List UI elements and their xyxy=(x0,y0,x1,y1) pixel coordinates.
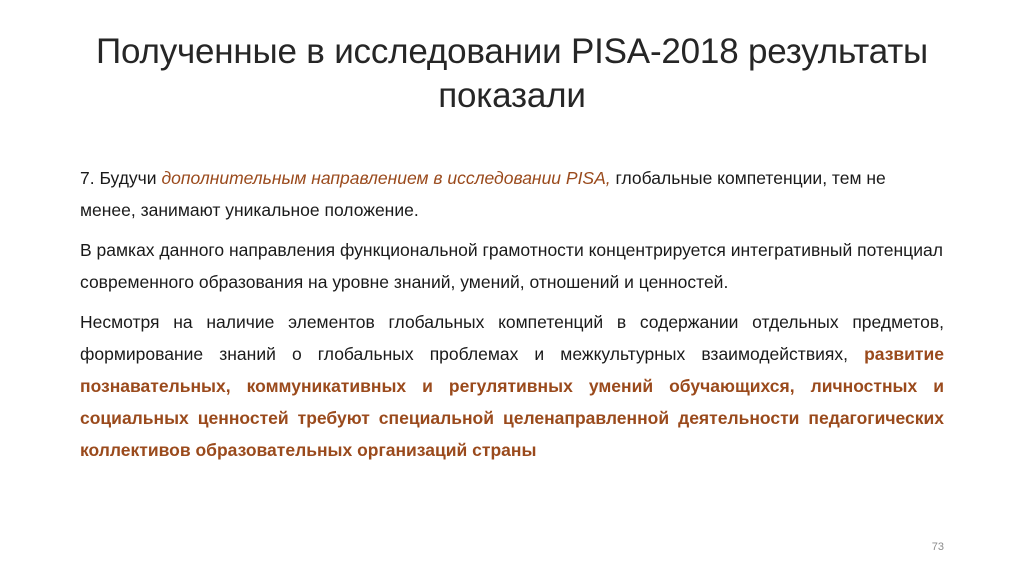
page-number: 73 xyxy=(931,541,944,553)
paragraph-1-highlight: дополнительным направлением в исследовании PISA, xyxy=(161,168,611,188)
paragraph-3-prefix: Несмотря на наличие элементов глобальных компетенций в содержании отдельных предметов, формирование знаний о глобальных проблемах и межкультурных взаимодействиях, xyxy=(80,312,944,364)
slide-body xyxy=(80,162,944,474)
slide-title: Полученные в исследовании PISA-2018 результаты показали xyxy=(96,32,928,115)
paragraph-1-prefix: 7. Будучи xyxy=(80,168,162,188)
paragraph-3 xyxy=(80,306,944,466)
paragraph-2: В рамках данного направления функциональной грамотности концентрируется интегративный потенциал современного образования на уровне знаний, умений, отношений и ценностей. xyxy=(80,240,943,292)
paragraph-3-highlight: развитие познавательных, коммуникативных и регулятивных умений обучающихся, личностных и социальных ценностей требуют специальной целенаправленной деятельности педагогических коллективов образовательных организаций страны xyxy=(80,344,944,460)
paragraph-1 xyxy=(80,162,944,226)
paragraph-1-suffix: глобальные компетенции, тем не менее, занимают уникальное положение. xyxy=(80,168,886,220)
